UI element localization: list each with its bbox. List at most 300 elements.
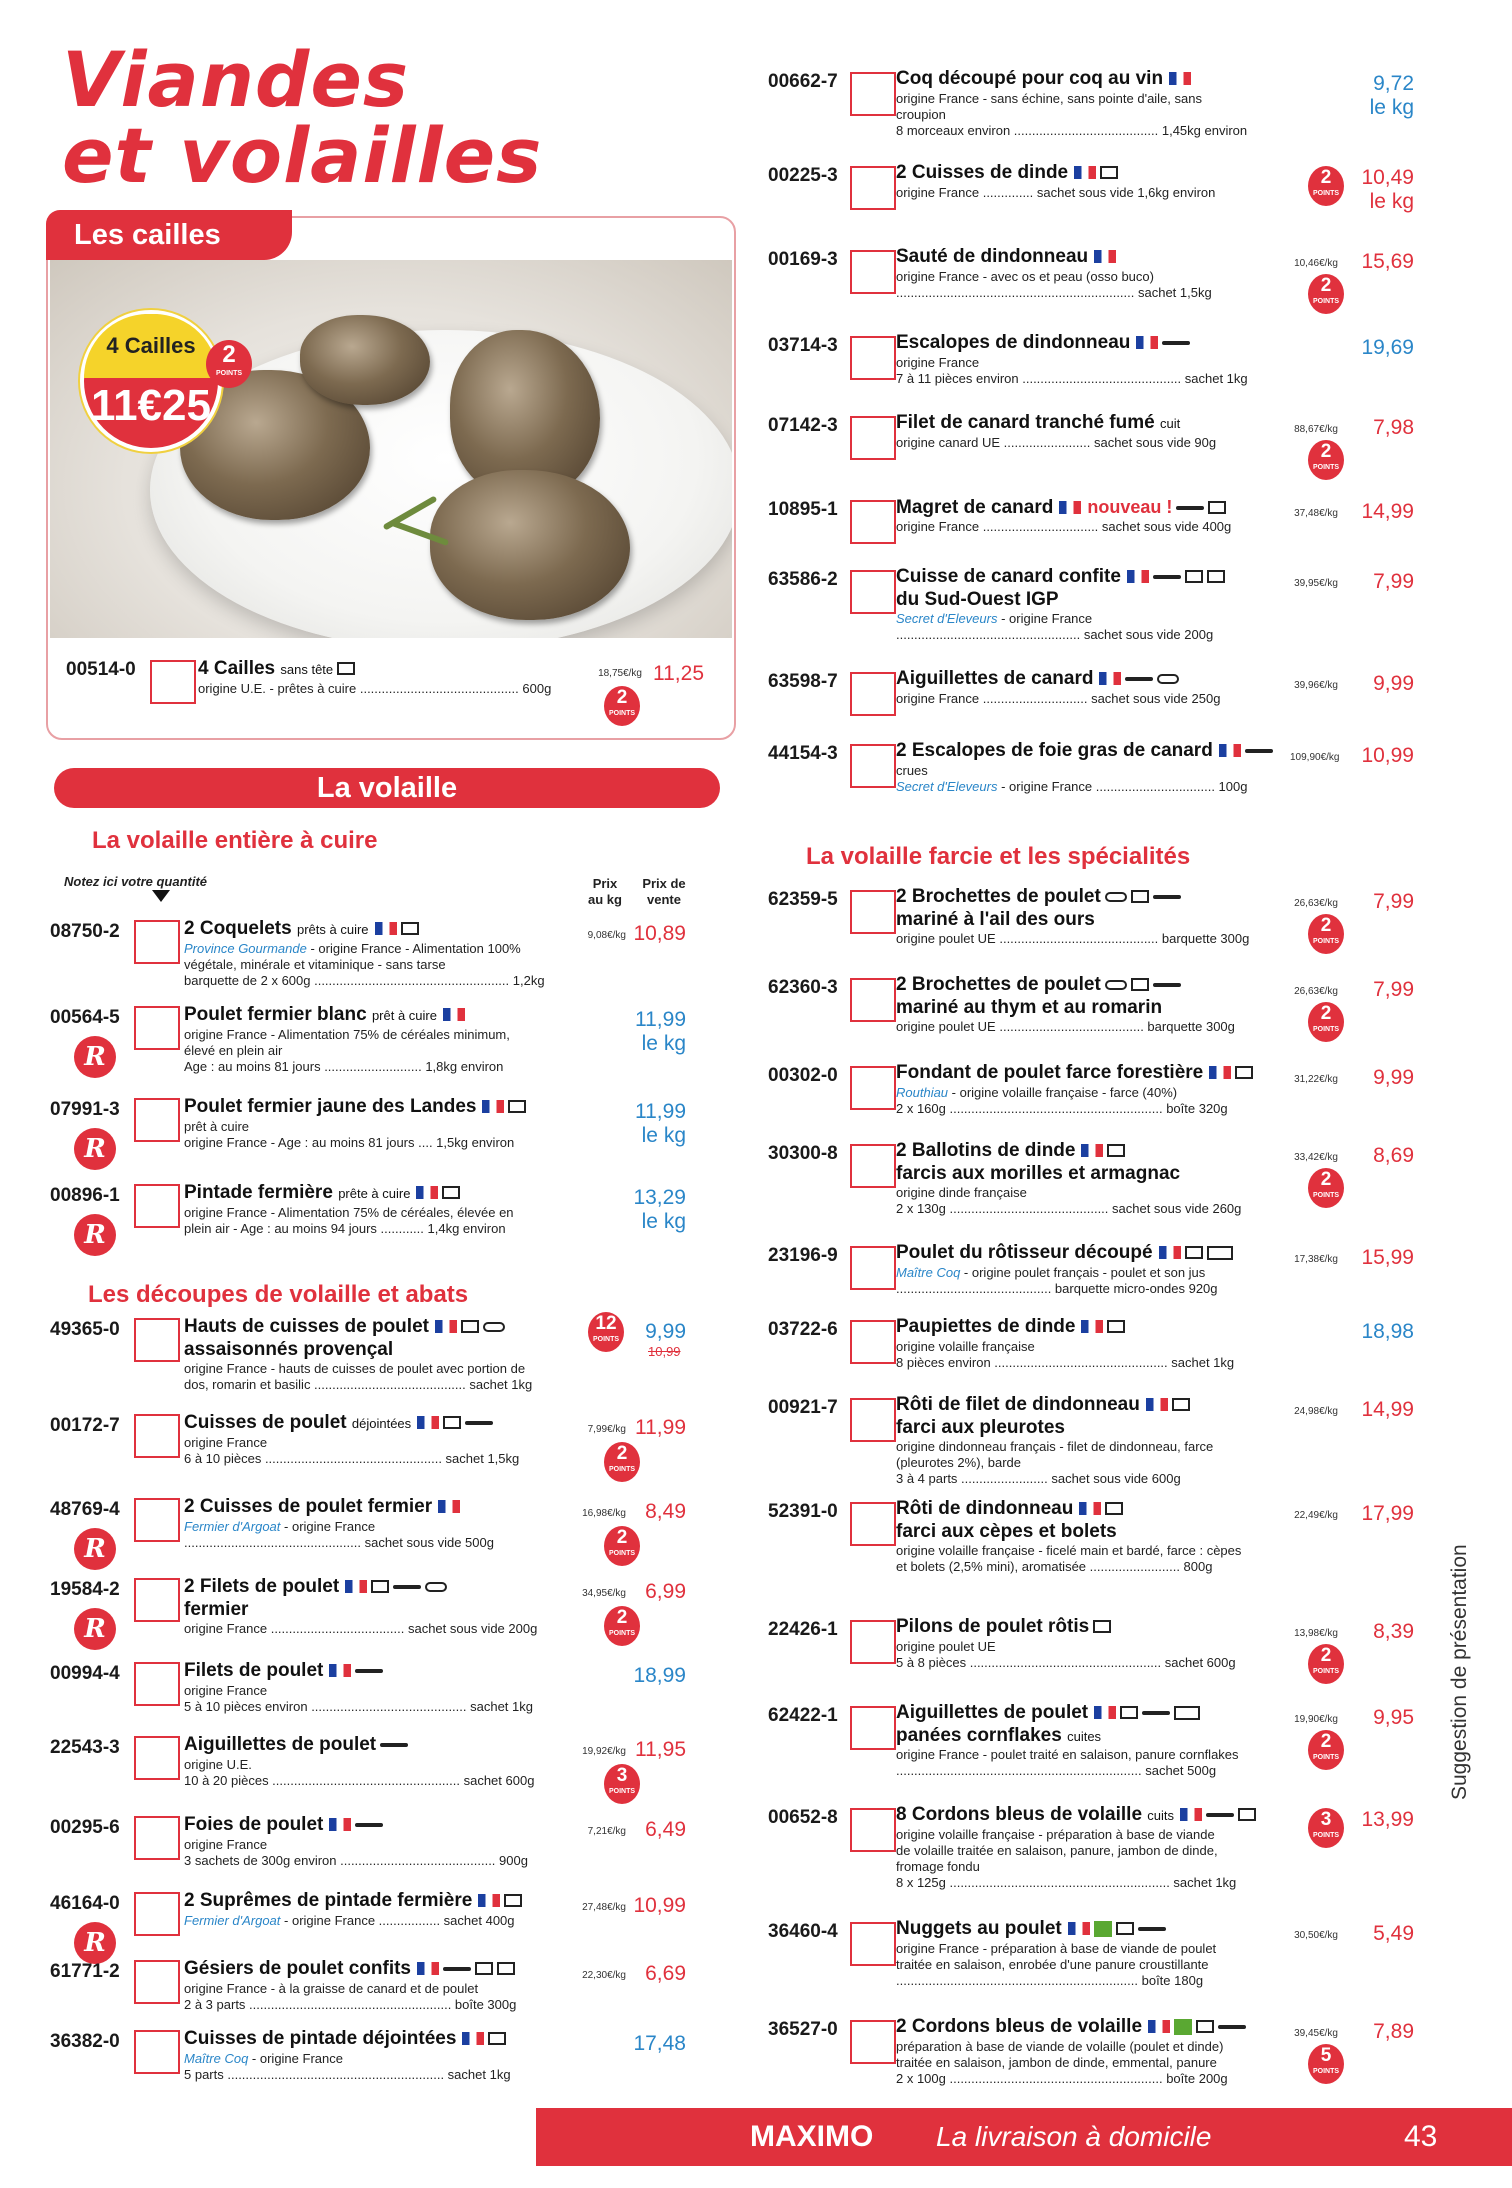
label-rouge-icon: R	[74, 1528, 116, 1570]
product-desc: (pleurotes 2%), barde	[896, 1455, 1022, 1470]
product-desc: crues	[896, 763, 928, 778]
sale-price: 17,48	[633, 2032, 686, 2055]
product-desc: Maître Coq - origine France	[184, 2051, 343, 2066]
product-desc: origine France - à la graisse de canard et de poulet	[184, 1981, 479, 1996]
quantity-input[interactable]	[134, 1578, 180, 1622]
quantity-input[interactable]	[850, 1706, 896, 1750]
product-desc: origine poulet UE ........................................ barquette 300g	[896, 1019, 1235, 1034]
points-icon: 2 POINTS	[1308, 274, 1344, 314]
grill-icon	[1157, 674, 1179, 684]
sale-price: 8,49	[645, 1500, 686, 1523]
points-icon: 2 POINTS	[1308, 1168, 1344, 1208]
product-name-line-2: farci aux pleurotes	[896, 1417, 1065, 1438]
quantity-input[interactable]	[850, 250, 896, 294]
product-desc: 5 à 10 pièces environ ........................................... sachet 1kg	[184, 1699, 533, 1714]
quantity-input[interactable]	[850, 1246, 896, 1290]
product-desc: ................................................... sachet sous vide 200g	[896, 627, 1214, 642]
package-icon	[1238, 1808, 1256, 1821]
unit-price: 22,49€/kg	[1294, 1510, 1338, 1521]
unit-price: 33,42€/kg	[1294, 1152, 1338, 1163]
france-flag-icon	[345, 1580, 367, 1593]
unit-price: 30,50€/kg	[1294, 1930, 1338, 1941]
france-flag-icon	[1068, 1922, 1090, 1935]
package-icon	[1196, 2020, 1214, 2033]
quantity-input[interactable]	[850, 890, 896, 934]
knife-icon	[1176, 506, 1204, 510]
quantity-input[interactable]	[134, 1006, 180, 1050]
points-icon: 3 POINTS	[1308, 1808, 1344, 1848]
arrow-down-icon	[152, 890, 170, 902]
product-desc: Fermier d'Argoat - origine France	[184, 1519, 376, 1534]
product-code: 00225-3	[768, 165, 838, 186]
quantity-input[interactable]	[850, 72, 896, 116]
sale-price: 8,69	[1373, 1144, 1414, 1167]
unit-price: 18,75€/kg	[598, 668, 642, 679]
product-name: Aiguillettes de poulet	[896, 1702, 1200, 1724]
price-per-kg-label: le kg	[1369, 96, 1414, 119]
unit-price: 26,63€/kg	[1294, 898, 1338, 909]
quantity-input[interactable]	[134, 1892, 180, 1936]
unit-price: 37,48€/kg	[1294, 508, 1338, 519]
price-per-kg-label: le kg	[1369, 190, 1414, 213]
sale-price: 17,99	[1361, 1502, 1414, 1525]
product-desc: origine volaille française - préparation à base de viande	[896, 1827, 1215, 1842]
section-la-volaille: La volaille	[54, 768, 720, 808]
product-desc: origine France	[184, 1837, 268, 1852]
product-desc: Fermier d'Argoat - origine France ................. sachet 400g	[184, 1913, 515, 1928]
unit-price: 27,48€/kg	[582, 1902, 626, 1913]
unit-price: 16,98€/kg	[582, 1508, 626, 1519]
product-name-line-2: assaisonnés provençal	[184, 1339, 394, 1360]
product-name-line-2: mariné au thym et au romarin	[896, 997, 1163, 1018]
product-desc: et bolets (2,5% mini), aromatisée ......................... 800g	[896, 1559, 1213, 1574]
product-desc: 7 à 11 pièces environ ............................................ sachet 1kg	[896, 371, 1248, 386]
sale-price: 19,69	[1361, 336, 1414, 359]
points-icon: 2 POINTS	[1308, 440, 1344, 480]
unit-price: 24,98€/kg	[1294, 1406, 1338, 1417]
package-icon	[1107, 1320, 1125, 1333]
sale-price: 6,99	[645, 1580, 686, 1603]
sale-price: 14,99	[1361, 1398, 1414, 1421]
points-icon: 2 POINTS	[604, 1442, 640, 1482]
product-code: 63598-7	[768, 671, 838, 692]
product-name: Coq découpé pour coq au vin	[896, 68, 1191, 90]
product-name: Foies de poulet	[184, 1814, 383, 1836]
sale-price: 11,25	[653, 662, 704, 685]
product-name: Escalopes de dindonneau	[896, 332, 1190, 354]
product-code: 46164-0	[50, 1893, 120, 1914]
product-code: 08750-2	[50, 921, 120, 942]
france-flag-icon	[1059, 501, 1081, 514]
grill-icon	[425, 1582, 447, 1592]
price-per-kg-label: le kg	[641, 1210, 686, 1233]
product-code: 00921-7	[768, 1397, 838, 1418]
unit-price: 39,45€/kg	[1294, 2028, 1338, 2039]
package-icon	[1131, 890, 1149, 903]
france-flag-icon	[1081, 1320, 1103, 1333]
unit-price: 19,92€/kg	[582, 1746, 626, 1757]
package-icon	[401, 922, 419, 935]
product-desc: 2 x 100g ........................................................... boîte 200g	[896, 2071, 1228, 2086]
unit-price: 13,98€/kg	[1294, 1628, 1338, 1639]
product-code: 19584-2	[50, 1579, 120, 1600]
quantity-input[interactable]	[134, 1960, 180, 2004]
france-flag-icon	[1209, 1066, 1231, 1079]
product-desc: Secret d'Eleveurs - origine France ................................. 100g	[896, 779, 1248, 794]
product-desc: origine volaille française - ficelé main et bardé, farce : cèpes	[896, 1543, 1242, 1558]
label-rouge-icon: R	[74, 1214, 116, 1256]
price-per-kg-label: le kg	[641, 1032, 686, 1055]
product-desc: Routhiau - origine volaille française - farce (40%)	[896, 1085, 1178, 1100]
product-name: Filets de poulet	[184, 1660, 383, 1682]
points-icon: 2 POINTS	[604, 686, 640, 726]
product-code: 03714-3	[768, 335, 838, 356]
badge-quantity: 4 Cailles	[84, 314, 218, 378]
sale-price: 15,69	[1361, 250, 1414, 273]
product-desc: dos, romarin et basilic .......................................... sachet 1kg	[184, 1377, 533, 1392]
points-icon: 12 POINTS	[588, 1312, 624, 1352]
sale-price: 11,99	[635, 1100, 686, 1123]
france-flag-icon	[438, 1500, 460, 1513]
subsection-farcie: La volaille farcie et les spécialités	[806, 843, 1191, 870]
product-code: 48769-4	[50, 1499, 120, 1520]
product-desc: origine France - Alimentation 75% de céréales, élevée en	[184, 1205, 514, 1220]
product-name: 2 Suprêmes de pintade fermière	[184, 1890, 522, 1912]
column-head-quantity: Notez ici votre quantité	[64, 874, 208, 889]
product-name: 2 Ballotins de dinde	[896, 1140, 1125, 1162]
france-flag-icon	[416, 1186, 438, 1199]
product-desc: origine U.E. - prêtes à cuire ............................................ 600g	[198, 681, 552, 696]
product-desc: 2 x 130g ............................................ sachet sous vide 260g	[896, 1201, 1242, 1216]
sale-price: 9,72	[1373, 72, 1414, 95]
product-code: 00295-6	[50, 1817, 120, 1838]
france-flag-icon	[417, 1416, 439, 1429]
france-flag-icon	[1219, 744, 1241, 757]
product-desc: origine France - hauts de cuisses de poulet avec portion de	[184, 1361, 526, 1376]
quantity-input[interactable]	[134, 1662, 180, 1706]
product-desc: origine France ..................................... sachet sous vide 200g	[184, 1621, 538, 1636]
product-desc: 2 x 160g ........................................................... boîte 320g	[896, 1101, 1228, 1116]
package-icon	[371, 1580, 389, 1593]
product-name: Rôti de dindonneau	[896, 1498, 1123, 1520]
package-icon	[337, 662, 355, 675]
france-flag-icon	[1180, 1808, 1202, 1821]
sale-price: 10,89	[633, 922, 686, 945]
knife-icon	[380, 1743, 408, 1747]
quantity-input[interactable]	[850, 500, 896, 544]
quantity-input[interactable]	[134, 1736, 180, 1780]
quantity-input[interactable]	[134, 1816, 180, 1860]
product-name: 2 Escalopes de foie gras de canard	[896, 740, 1273, 762]
product-desc: origine France	[184, 1683, 268, 1698]
unit-price: 7,99€/kg	[587, 1424, 626, 1435]
product-desc: 3 sachets de 300g environ ........................................... 900g	[184, 1853, 528, 1868]
sale-price: 14,99	[1361, 500, 1414, 523]
product-desc: origine France - poulet traité en salaison, panure cornflakes	[896, 1747, 1239, 1762]
knife-icon	[1153, 575, 1181, 579]
product-name: Cuisses de pintade déjointées	[184, 2028, 506, 2050]
quantity-input[interactable]	[850, 1808, 896, 1852]
quantity-input[interactable]	[134, 1318, 180, 1362]
product-code: 22426-1	[768, 1619, 838, 1640]
knife-icon	[1206, 1813, 1234, 1817]
product-code: 61771-2	[50, 1961, 120, 1982]
product-name: Rôti de filet de dindonneau	[896, 1394, 1190, 1416]
product-code: 00514-0	[66, 659, 136, 680]
product-name: 8 Cordons bleus de volaille cuits	[896, 1804, 1256, 1827]
product-desc: origine France - sans échine, sans pointe d'aile, sans	[896, 91, 1202, 106]
knife-icon	[393, 1585, 421, 1589]
product-code: 00172-7	[50, 1415, 120, 1436]
package-icon	[1185, 1246, 1203, 1259]
product-desc: traitée en salaison, jambon de dinde, emmental, panure	[896, 2055, 1217, 2070]
package-icon	[497, 1962, 515, 1975]
microwave-icon	[1207, 1246, 1233, 1260]
sale-price: 11,95	[635, 1738, 686, 1761]
unit-price: 9,08€/kg	[587, 930, 626, 941]
product-desc: origine France - Age : au moins 81 jours .... 1,5kg environ	[184, 1135, 515, 1150]
sale-price: 9,99	[1373, 672, 1414, 695]
product-code: 62359-5	[768, 889, 838, 910]
unit-price: 31,22€/kg	[1294, 1074, 1338, 1085]
sale-price: 6,69	[645, 1962, 686, 1985]
product-desc: Maître Coq - origine poulet français - poulet et son jus	[896, 1265, 1206, 1280]
page-title-line-1: Viandes	[62, 35, 410, 124]
unit-price: 17,38€/kg	[1294, 1254, 1338, 1265]
points-icon: 5 POINTS	[1308, 2044, 1344, 2084]
quantity-input[interactable]	[850, 672, 896, 716]
product-code: 00896-1	[50, 1185, 120, 1206]
points-icon: 2 POINTS	[604, 1606, 640, 1646]
package-icon	[1107, 1144, 1125, 1157]
product-name-line-2: farci aux cèpes et bolets	[896, 1521, 1117, 1542]
quantity-input[interactable]	[134, 1414, 180, 1458]
quantity-input[interactable]	[850, 1398, 896, 1442]
product-desc: 2 à 3 parts ........................................................ boîte 300g	[184, 1997, 517, 2012]
unit-price: 109,90€/kg	[1290, 752, 1340, 763]
cailles-price-badge	[80, 310, 222, 452]
product-desc: Secret d'Eleveurs - origine France	[896, 611, 1093, 626]
france-flag-icon	[1169, 72, 1191, 85]
label-rouge-icon: R	[74, 1608, 116, 1650]
package-icon	[461, 1320, 479, 1333]
quantity-input[interactable]	[850, 416, 896, 460]
package-icon	[1207, 570, 1225, 583]
product-desc: origine canard UE ........................ sachet sous vide 90g	[896, 435, 1217, 450]
knife-icon	[1142, 1711, 1170, 1715]
product-desc: ................................................................... boîte 180g	[896, 1973, 1204, 1988]
old-price: 10,99	[648, 1344, 681, 1359]
product-code: 36527-0	[768, 2019, 838, 2040]
points-icon: 2 POINTS	[1308, 1644, 1344, 1684]
knife-icon	[443, 1967, 471, 1971]
nouveau-badge: nouveau !	[1087, 497, 1173, 517]
product-desc: .................................................................. sachet 1,5kg	[896, 285, 1212, 300]
product-name: Poulet du rôtisseur découpé	[896, 1242, 1233, 1264]
package-icon	[475, 1962, 493, 1975]
product-desc: 8 pièces environ ................................................ sachet 1kg	[896, 1355, 1235, 1370]
label-rouge-icon: R	[74, 1922, 116, 1964]
knife-icon	[1245, 749, 1273, 753]
package-icon	[1105, 1502, 1123, 1515]
page-title-line-2: et volailles	[62, 111, 543, 200]
package-icon	[1093, 1620, 1111, 1633]
france-flag-icon	[1079, 1502, 1101, 1515]
quantity-input[interactable]	[850, 1620, 896, 1664]
package-icon	[504, 1894, 522, 1907]
quantity-input[interactable]	[850, 166, 896, 210]
product-code: 44154-3	[768, 743, 838, 764]
points-icon: 2 POINTS	[1308, 1002, 1344, 1042]
product-name-line-2: farcis aux morilles et armagnac	[896, 1163, 1181, 1184]
sale-price: 18,98	[1361, 1320, 1414, 1343]
footer-brand: MAXIMO	[750, 2120, 874, 2153]
knife-icon	[1162, 341, 1190, 345]
france-flag-icon	[1127, 570, 1149, 583]
page-title	[62, 35, 742, 200]
product-desc: de volaille traitée en salaison, panure, jambon de dinde,	[896, 1843, 1218, 1858]
product-desc: élevé en plein air	[184, 1043, 283, 1058]
product-desc: origine France	[896, 355, 980, 370]
product-desc: végétale, minérale et vitaminique - sans tarse	[184, 957, 446, 972]
product-desc: origine dindonneau français - filet de dindonneau, farce	[896, 1439, 1214, 1454]
microwave-icon	[1174, 1706, 1200, 1720]
sale-price: 7,98	[1373, 416, 1414, 439]
product-code: 63586-2	[768, 569, 838, 590]
package-icon	[1100, 166, 1118, 179]
knife-icon	[1218, 2025, 1246, 2029]
product-desc: croupion	[896, 107, 946, 122]
package-icon	[1185, 570, 1203, 583]
france-flag-icon	[482, 1100, 504, 1113]
sale-price: 9,95	[1373, 1706, 1414, 1729]
quantity-input[interactable]	[134, 1498, 180, 1542]
product-name: Poulet fermier jaune des Landes	[184, 1096, 526, 1118]
quantity-input[interactable]	[850, 570, 896, 614]
product-desc: origine U.E.	[184, 1757, 252, 1772]
product-desc: 10 à 20 pièces .................................................... sachet 600g	[184, 1773, 535, 1788]
knife-icon	[1153, 895, 1181, 899]
quantity-input[interactable]	[850, 978, 896, 1022]
france-flag-icon	[1136, 336, 1158, 349]
sale-price: 5,49	[1373, 1922, 1414, 1945]
label-rouge-icon: R	[74, 1128, 116, 1170]
quantity-input[interactable]	[134, 2030, 180, 2074]
product-desc: origine volaille française	[896, 1339, 1035, 1354]
product-name: 4 Cailles sans tête	[198, 658, 355, 681]
product-desc: ........................................... barquette micro-ondes 920g	[896, 1281, 1218, 1296]
product-name: Nuggets au poulet	[896, 1918, 1166, 1940]
product-name: Pilons de poulet rôtis	[896, 1616, 1111, 1638]
package-icon	[488, 2032, 506, 2045]
knife-icon	[1138, 1927, 1166, 1931]
product-desc: origine France ................................ sachet sous vide 400g	[896, 519, 1232, 534]
quantity-input[interactable]	[850, 2020, 896, 2064]
product-name: 2 Cuisses de poulet fermier	[184, 1496, 460, 1518]
product-code: 10895-1	[768, 499, 838, 520]
unit-price: 7,21€/kg	[587, 1826, 626, 1837]
badge-points-icon: 2 POINTS	[206, 340, 252, 388]
product-code: 52391-0	[768, 1501, 838, 1522]
product-desc: 8 x 125g ............................................................. sachet 1kg	[896, 1875, 1237, 1890]
unit-price: 19,90€/kg	[1294, 1714, 1338, 1725]
product-code: 49365-0	[50, 1319, 120, 1340]
unit-price: 10,46€/kg	[1294, 258, 1338, 269]
organic-leaf-icon	[1094, 1921, 1112, 1937]
sale-price: 8,39	[1373, 1620, 1414, 1643]
quantity-input[interactable]	[850, 1320, 896, 1364]
product-code: 62422-1	[768, 1705, 838, 1726]
product-name: Hauts de cuisses de poulet	[184, 1316, 505, 1338]
sale-price: 7,99	[1373, 890, 1414, 913]
france-flag-icon	[1146, 1398, 1168, 1411]
sale-price: 7,89	[1373, 2020, 1414, 2043]
sale-price: 13,29	[633, 1186, 686, 1209]
product-name-line-2: fermier	[184, 1599, 249, 1620]
organic-leaf-icon	[1174, 2019, 1192, 2035]
product-desc: origine poulet UE ............................................ barquette 300g	[896, 931, 1250, 946]
subsection-entiere: La volaille entière à cuire	[92, 827, 378, 854]
sale-price: 10,99	[633, 1894, 686, 1917]
product-code: 62360-3	[768, 977, 838, 998]
sale-price: 9,99	[1373, 1066, 1414, 1089]
quantity-input[interactable]	[134, 1184, 180, 1228]
quantity-input[interactable]	[134, 920, 180, 964]
product-desc: origine France	[184, 1435, 268, 1450]
product-name-line-2: panées cornflakes cuites	[896, 1725, 1102, 1746]
knife-icon	[355, 1823, 383, 1827]
quantity-input[interactable]	[850, 336, 896, 380]
product-desc: 5 à 8 pièces ..................................................... sachet 600g	[896, 1655, 1236, 1670]
quantity-input[interactable]	[850, 1066, 896, 1110]
product-name: Aiguillettes de canard	[896, 668, 1179, 690]
quantity-input[interactable]	[150, 660, 196, 704]
sale-price: 15,99	[1361, 1246, 1414, 1269]
knife-icon	[1153, 983, 1181, 987]
france-flag-icon	[1081, 1144, 1103, 1157]
france-flag-icon	[375, 922, 397, 935]
product-name: Poulet fermier blanc prêt à cuire	[184, 1004, 465, 1027]
product-name: 2 Cuisses de dinde	[896, 162, 1118, 184]
column-head-sale-price: Prix de vente	[642, 876, 686, 907]
subsection-decoupes: Les découpes de volaille et abats	[88, 1281, 469, 1308]
product-desc: origine France .............. sachet sous vide 1,6kg environ	[896, 185, 1216, 200]
unit-price: 39,95€/kg	[1294, 578, 1338, 589]
product-code: 36460-4	[768, 1921, 838, 1942]
product-code: 00302-0	[768, 1065, 838, 1086]
quantity-input[interactable]	[134, 1098, 180, 1142]
product-name: 2 Filets de poulet	[184, 1576, 447, 1598]
product-name: 2 Brochettes de poulet	[896, 886, 1181, 908]
knife-icon	[465, 1421, 493, 1425]
quantity-input[interactable]	[850, 744, 896, 788]
product-name: Filet de canard tranché fumé cuit	[896, 412, 1181, 433]
product-desc: fromage fondu	[896, 1859, 980, 1874]
product-desc: .................................................................... sachet 500g	[896, 1763, 1217, 1778]
sale-price: 18,99	[633, 1664, 686, 1687]
product-desc: 6 à 10 pièces ................................................. sachet 1,5kg	[184, 1451, 520, 1466]
product-code: 30300-8	[768, 1143, 838, 1164]
package-icon	[508, 1100, 526, 1113]
product-desc: 3 à 4 parts ........................ sachet sous vide 600g	[896, 1471, 1181, 1486]
grill-icon	[1105, 980, 1127, 990]
quantity-input[interactable]	[850, 1922, 896, 1966]
cailles-tag: Les cailles	[46, 210, 292, 260]
grill-icon	[1105, 892, 1127, 902]
quantity-input[interactable]	[850, 1144, 896, 1188]
france-flag-icon	[1094, 250, 1116, 263]
quantity-input[interactable]	[850, 1502, 896, 1546]
